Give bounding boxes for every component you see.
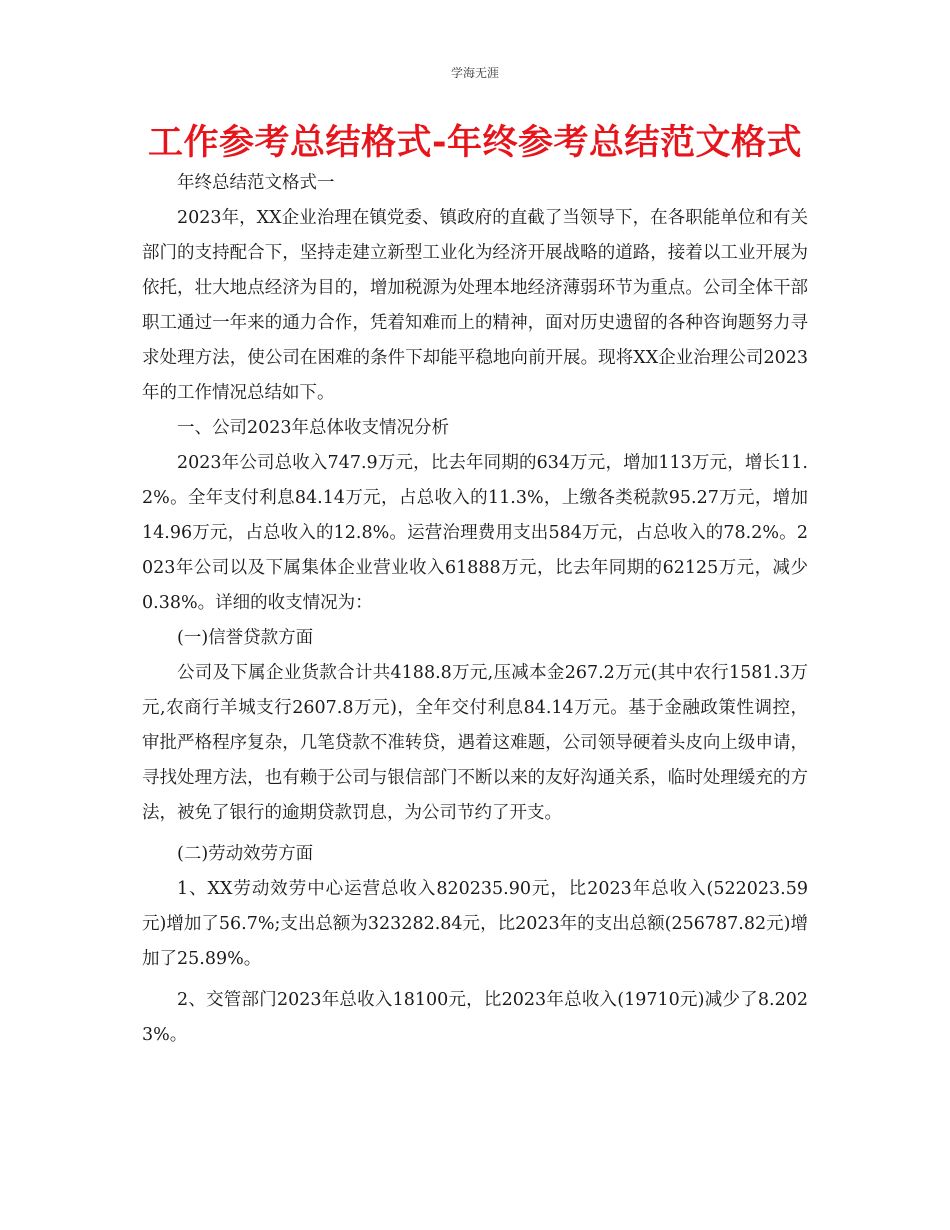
sub1-heading: (一)信誉贷款方面 [177,628,314,648]
section1-heading: 一、公司2023年总体收支情况分析 [177,418,450,438]
header-note: 学海无涯 [450,66,499,80]
subtitle: 年终总结范文格式一 [177,173,335,193]
document-title: 工作参考总结格式-年终参考总结范文格式 [147,123,803,163]
intro-paragraph: 2023年，XX企业治理在镇党委、镇政府的直截了当领导下，在各职能单位和有关部门的支持配合下，坚持走建立新型工业化为经济开展战略的道路，接着以工业开展为依托，壮大地点经济为目的，增加税源为处理本地经济薄弱环节为重点。公司全体干部职工通过一年来的通力合作，凭着知难而上的精神，面对历史遗留的各种咨询题努力寻求处理方法，使公司在困难的条件下却能平稳地向前开展。现将XX企业治理公司2023年的工作情况总结如下。 [142,208,808,403]
sub2-item-1: 1、XX劳动效劳中心运营总收入820235.90元，比2023年总收入(522023.59元)增加了56.7%;支出总额为323282.84元，比2023年的支出总额(256787.82元)增加了25.89%。 [142,879,808,969]
sub2-heading: (二)劳动效劳方面 [177,844,314,864]
section1-paragraph: 2023年公司总收入747.9万元，比去年同期的634万元，增加113万元，增长11.2%。全年支付利息84.14万元，占总收入的11.3%，上缴各类税款95.27万元，增加14.96万元，占总收入的12.8%。运营治理费用支出584万元，占总收入的78.2%。2023年公司以及下属集体企业营业收入61888万元，比去年同期的62125万元，减少0.38%。详细的收支情况为： [142,453,808,613]
sub2-item-2: 2、交管部门2023年总收入18100元，比2023年总收入(19710元)减少了8.2023%。 [142,990,808,1045]
document-body [142,166,808,1053]
sub1-paragraph: 公司及下属企业货款合计共4188.8万元,压减本金267.2万元(其中农行1581.3万元,农商行羊城支行2607.8万元)，全年交付利息84.14万元。基于金融政策性调控，审批严格程序复杂，几笔贷款不准转贷，遇着这难题，公司领导硬着头皮向上级申请，寻找处理方法，也有赖于公司与银信部门不断以来的友好沟通关系，临时处理缓充的方法，被免了银行的逾期贷款罚息，为公司节约了开支。 [142,663,808,823]
